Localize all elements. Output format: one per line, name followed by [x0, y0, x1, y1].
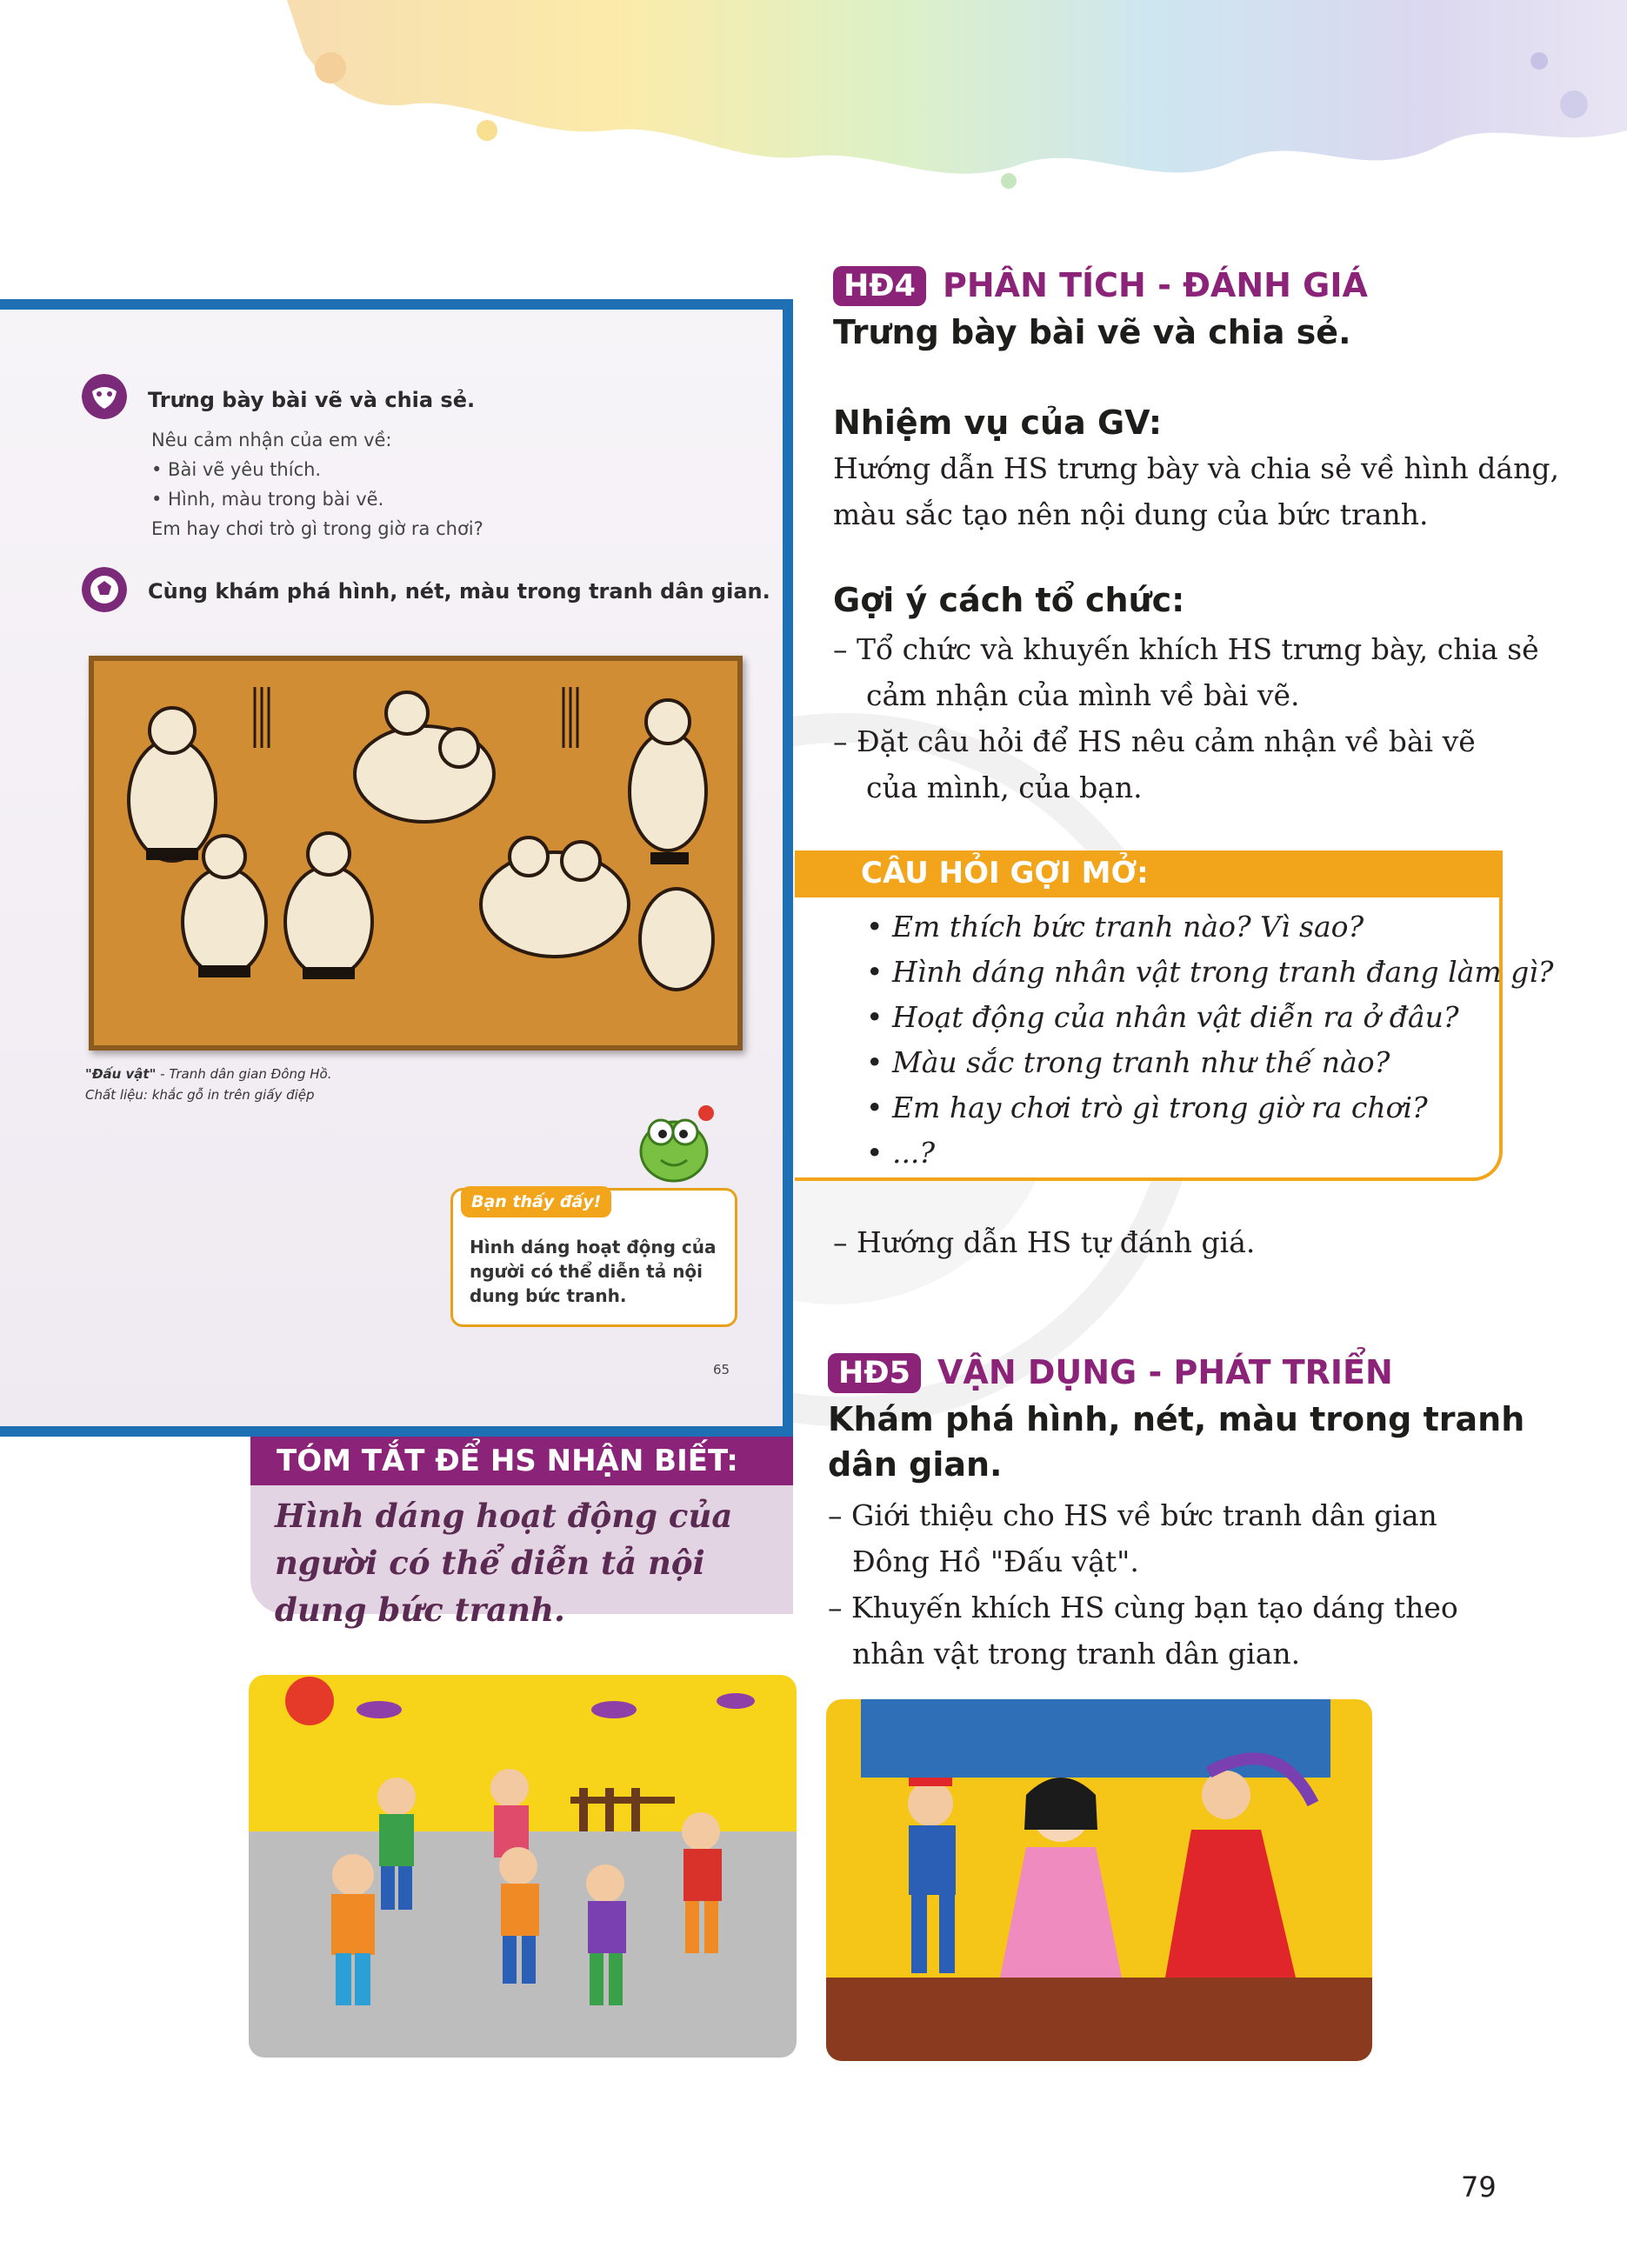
hd5-tag: HĐ5 — [828, 1353, 921, 1393]
hd5-subtitle: Khám phá hình, nét, màu trong tranh — [828, 1400, 1525, 1438]
hd5-line: – Giới thiệu cho HS về bức tranh dân gian — [828, 1498, 1437, 1532]
student-drawing-playground — [249, 1675, 797, 2058]
inset-line: Em hay chơi trò gì trong giờ ra chơi? — [151, 518, 483, 539]
hd5-title: VẬN DỤNG - PHÁT TRIỂN — [937, 1353, 1393, 1391]
guide-line: cảm nhận của mình về bài vẽ. — [866, 678, 1300, 712]
guide-heading: Gợi ý cách tổ chức: — [833, 581, 1185, 619]
questions-list — [866, 904, 1554, 1176]
painting-material: Chất liệu: khắc gỗ in trên giấy điệp — [85, 1087, 315, 1103]
ball-icon — [82, 567, 127, 612]
hd5-line: – Khuyến khích HS cùng bạn tạo dáng theo — [828, 1591, 1458, 1624]
mask-icon — [82, 374, 127, 419]
tip-text: Hình dáng hoạt động của người có thể diễn tả nội dung bức tranh. — [470, 1237, 717, 1306]
question-item: • ...? — [866, 1136, 936, 1170]
hd5-subtitle: dân gian. — [828, 1445, 1003, 1484]
page-number: 79 — [1461, 2171, 1497, 2204]
question-item: • Em thích bức tranh nào? Vì sao? — [866, 910, 1364, 944]
inset-line: • Bài vẽ yêu thích. — [151, 459, 322, 480]
summary-text: Hình dáng hoạt động của người có thể diễn tả nội dung bức tranh. — [275, 1497, 733, 1629]
self-assess-line: – Hướng dẫn HS tự đánh giá. — [833, 1225, 1256, 1259]
task-line: màu sắc tạo nên nội dung của bức tranh. — [833, 497, 1429, 531]
question-item: • Hình dáng nhân vật trong tranh đang làm gì? — [866, 955, 1554, 989]
guide-line: của mình, của bạn. — [866, 770, 1143, 804]
painting-caption — [85, 1066, 331, 1082]
task-heading: Nhiệm vụ của GV: — [833, 404, 1163, 442]
hd5-line: nhân vật trong tranh dân gian. — [852, 1637, 1301, 1671]
inset-section1-title: Trưng bày bài vẽ và chia sẻ. — [148, 388, 476, 412]
student-drawing-dancing — [826, 1699, 1372, 2061]
question-item: • Em hay chơi trò gì trong giờ ra chơi? — [866, 1091, 1428, 1124]
tip-label: Bạn thấy đấy! — [461, 1186, 611, 1217]
dong-ho-wrestling-painting — [89, 656, 743, 1051]
guide-line: – Tổ chức và khuyến khích HS trưng bày, chia sẻ — [833, 632, 1539, 666]
frog-mascot-icon — [626, 1097, 722, 1193]
inset-line: Nêu cảm nhận của em về: — [151, 430, 392, 450]
questions-title: CÂU HỎI GỢI MỞ: — [861, 856, 1149, 891]
task-line: Hướng dẫn HS trưng bày và chia sẻ về hình dáng, — [833, 451, 1559, 485]
hd4-title: PHÂN TÍCH - ĐÁNH GIÁ — [943, 266, 1368, 304]
summary-title: TÓM TẮT ĐỂ HS NHẬN BIẾT: — [277, 1444, 738, 1478]
question-item: • Hoạt động của nhân vật diễn ra ở đâu? — [866, 1000, 1459, 1034]
inset-page-number: 65 — [713, 1362, 730, 1377]
paint-splash-decoration — [0, 0, 1627, 200]
guide-line: – Đặt câu hỏi để HS nêu cảm nhận về bài vẽ — [833, 724, 1476, 758]
caption-rest: - Tranh dân gian Đông Hồ. — [156, 1066, 332, 1082]
hd4-tag: HĐ4 — [833, 266, 926, 306]
hd5-line: Đông Hồ "Đấu vật". — [852, 1544, 1139, 1578]
caption-title: "Đấu vật" — [85, 1066, 157, 1082]
inset-line: • Hình, màu trong bài vẽ. — [151, 489, 384, 510]
inset-section2-title: Cùng khám phá hình, nét, màu trong tranh dân gian. — [148, 579, 770, 604]
hd4-subtitle: Trưng bày bài vẽ và chia sẻ. — [833, 313, 1351, 351]
question-item: • Màu sắc trong tranh như thế nào? — [866, 1045, 1390, 1079]
